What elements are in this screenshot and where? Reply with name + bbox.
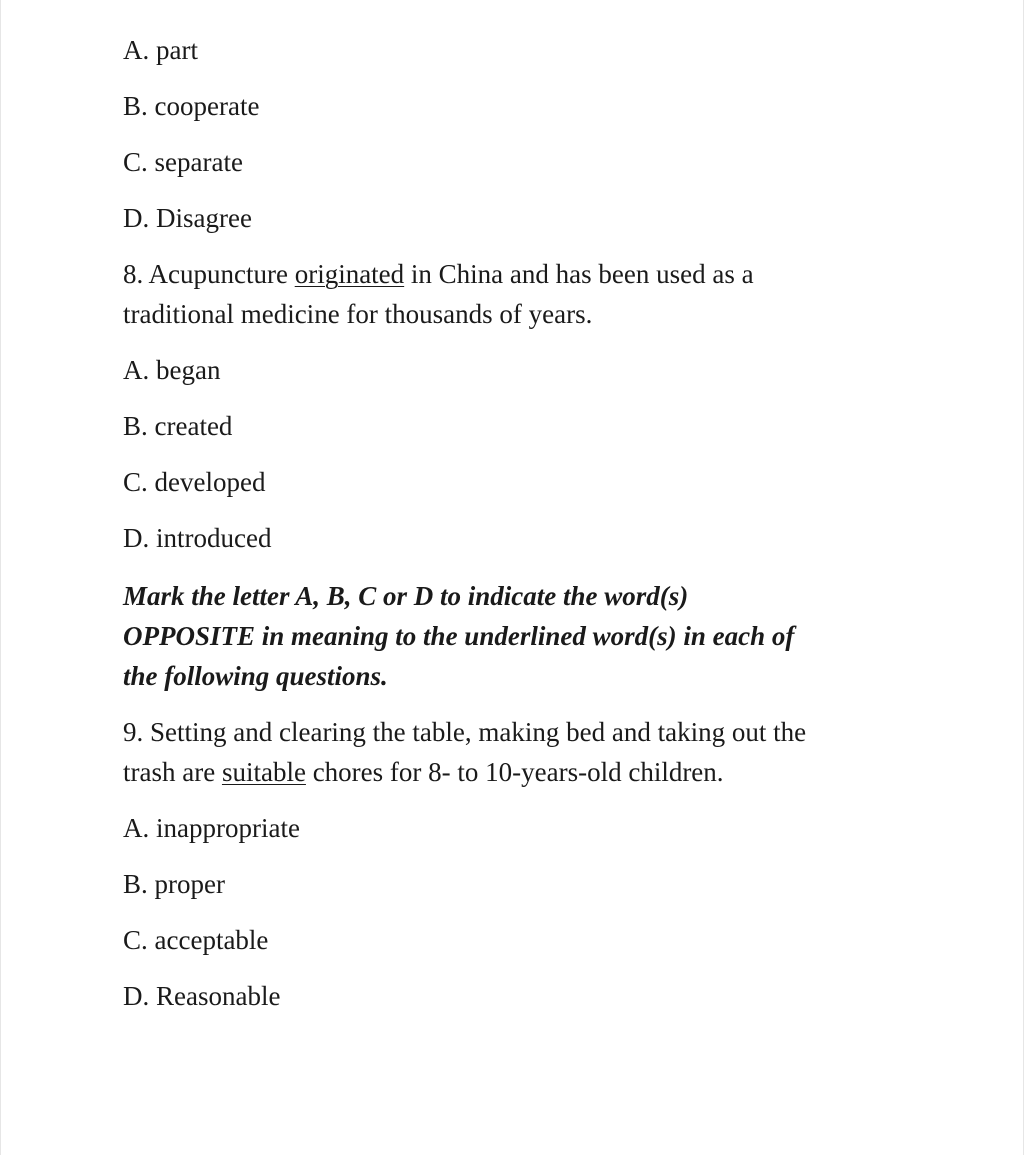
instruction-line1: Mark the letter A, B, C or D to indicate the word(s) [123,581,689,611]
q8-option-b: B. created [123,411,233,441]
q8-question-line1 [123,258,754,290]
q9-prefix: trash are [123,757,222,787]
q8-suffix: in China and has been used as a [404,259,754,289]
q9-question-line1: 9. Setting and clearing the table, making bed and taking out the [123,717,807,747]
q8-option-a: A. began [123,355,221,385]
q8-question-line2: traditional medicine for thousands of years. [123,299,593,329]
q8-prefix: 8. Acupuncture [123,259,295,289]
q9-underlined-word: suitable [221,757,306,787]
q8-underlined-word: originated [294,259,405,289]
q9-suffix: chores for 8- to 10-years-old children. [305,757,724,787]
q9-question-line2 [123,756,724,788]
instruction-line3: the following questions. [123,661,388,691]
q9-option-b: B. proper [123,869,225,899]
instruction-line2: OPPOSITE in meaning to the underlined word(s) in each of [123,621,795,651]
q9-option-a: A. inappropriate [123,813,300,843]
q8-option-c: C. developed [123,467,266,497]
q9-option-c: C. acceptable [123,925,269,955]
q7-option-c: C. separate [123,147,243,177]
q7-option-b: B. cooperate [123,91,260,121]
q9-option-d: D. Reasonable [123,981,281,1011]
q7-option-d: D. Disagree [123,203,252,233]
q7-option-a: A. part [123,35,198,65]
q8-option-d: D. introduced [123,523,272,553]
